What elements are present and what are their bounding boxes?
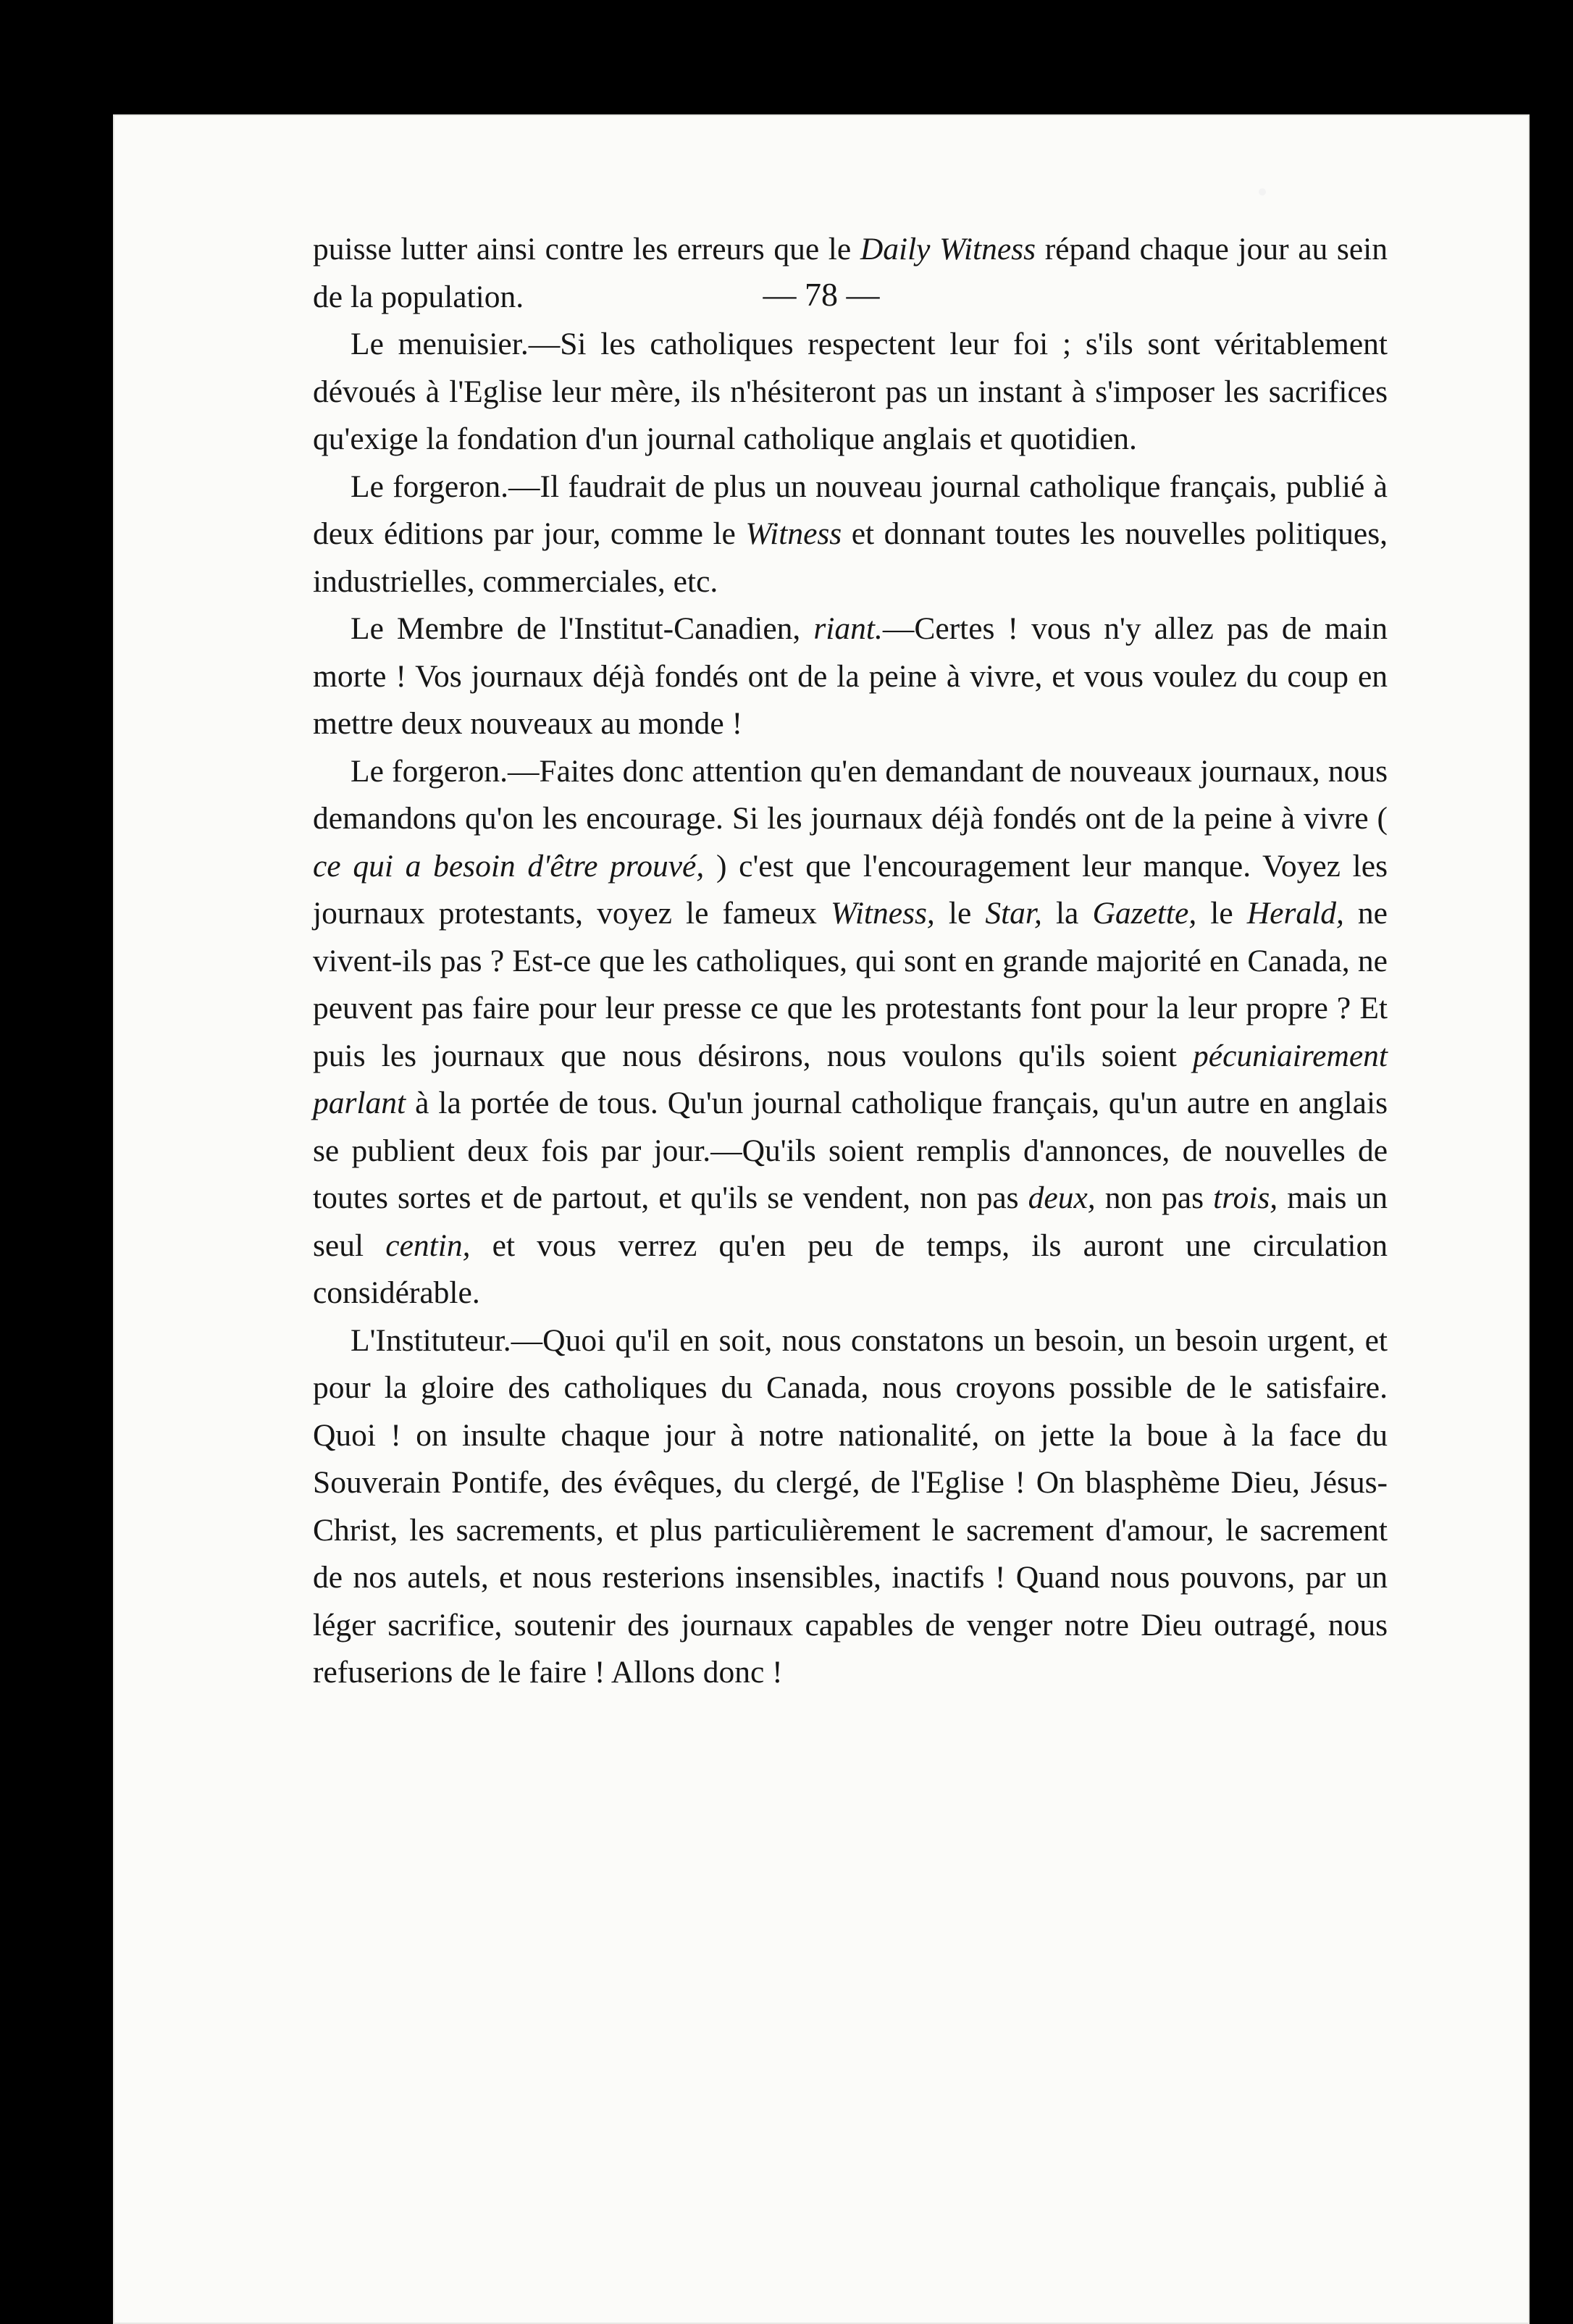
italic-run: ce qui a besoin d'être prouvé, — [313, 848, 705, 884]
text-run: mais un seul — [313, 1180, 1388, 1263]
text-run: le — [1196, 896, 1247, 931]
italic-run: deux, — [1028, 1180, 1096, 1215]
text-run: puisse lutter ainsi contre les erreurs que le — [313, 232, 860, 267]
paragraph-p3 — [313, 463, 1388, 606]
paper-speck — [1259, 188, 1266, 196]
paragraph-p4 — [313, 605, 1388, 748]
italic-run: Herald, — [1246, 896, 1344, 931]
text-run: à la portée de tous. Qu'un journal catholique français, qu'un autre en anglais se publient deux fois par jour.—Qu'ils soient remplis d'annonces, de nouvelles de toutes sortes et de partout, et qu'ils se vendent, non pas — [313, 1086, 1388, 1215]
italic-run: Star, — [985, 896, 1042, 931]
italic-run: centin, — [385, 1228, 471, 1263]
text-run: ne vivent-ils pas ? Est-ce que les catholiques, qui sont en grande majorité en Canada, ne peuvent pas faire pour leur presse ce que les protestants font pour la leur propre ? Et puis les journaux que nous désirons, nous voulons qu'ils soient — [313, 896, 1388, 1073]
body-text — [313, 226, 1388, 1697]
text-run: Le forgeron.—Faites donc attention qu'en demandant de nouveaux journaux, nous demandons qu'on les encourage. Si les journaux déjà fondés ont de la peine à vivre ( — [313, 753, 1388, 836]
text-run: et donnant toutes les nouvelles politiques, industrielles, commerciales, etc. — [313, 516, 1388, 599]
text-run: Le Membre de l'Institut-Canadien, — [351, 611, 814, 646]
text-run: le — [934, 896, 986, 931]
text-run: répand chaque jour au sein de la population. — [313, 232, 1388, 314]
paragraph-p1 — [313, 226, 1388, 321]
italic-run: pécuniairement parlant — [313, 1038, 1388, 1120]
text-run: L'Instituteur.—Quoi qu'il en soit, nous constatons un besoin, un besoin urgent, et pour la gloire des catholiques du Canada, nous croyons possible de le satisfaire. Quoi ! on insulte chaque jour à notre nationalité, on jette la boue à la face du Souverain Pontife, des évêques, du clergé, de l'Eglise ! On blasphème Dieu, Jésus-Christ, les sacrements, et plus particulièrement le sacrement d'amour, le sacrement de nos autels, et nous resterions insensibles, inactifs ! Quand nous pouvons, par un léger sacrifice, soutenir des journaux capables de venger notre Dieu outragé, nous refuserions de le faire ! Allons donc ! — [313, 1322, 1388, 1690]
italic-run: trois, — [1213, 1180, 1278, 1215]
paragraph-p6 — [313, 1317, 1388, 1697]
text-run: Le menuisier.—Si les catholiques respectent leur foi ; s'ils sont véritablement dévoués à l'Eglise leur mère, ils n'hésiteront pas un instant à s'imposer les sacrifices qu'exige la fondation d'un journal catholique anglais et quotidien. — [313, 327, 1388, 456]
italic-run: Witness — [745, 516, 842, 551]
italic-run: Daily Witness — [860, 232, 1036, 267]
text-run: et vous verrez qu'en peu de temps, ils auront une circulation considérable. — [313, 1228, 1388, 1310]
text-run: non pas — [1095, 1180, 1214, 1215]
paragraph-p5 — [313, 748, 1388, 1317]
italic-run: riant. — [813, 611, 883, 646]
text-run: la — [1041, 896, 1093, 931]
paragraph-p2 — [313, 321, 1388, 463]
italic-run: Gazette, — [1092, 896, 1197, 931]
page-number: — 78 — — [763, 276, 880, 313]
text-run: Le forgeron.—Il faudrait de plus un nouveau journal catholique français, publié à deux éditions par jour, comme le — [313, 469, 1388, 551]
italic-run: Witness, — [831, 896, 935, 931]
text-run: ) c'est que l'encouragement leur manque. Voyez les journaux protestants, voyez le fameux — [313, 848, 1388, 931]
text-run: —Certes ! vous n'y allez pas de main morte ! Vos journaux déjà fondés ont de la peine à vivre, et vous voulez du coup en mettre deux nouveaux au monde ! — [313, 611, 1388, 741]
